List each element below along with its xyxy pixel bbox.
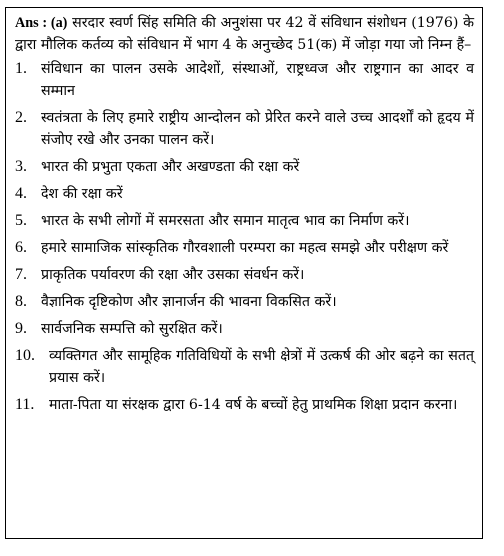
item-number: 3.: [15, 158, 27, 175]
item-text: संविधान का पालन उसके आदेशों, संस्थाओं, राष्ट्रध्वज और राष्ट्रगान का आदर व सम्मान: [41, 61, 474, 99]
list-item: [15, 58, 474, 102]
item-number: 6.: [15, 239, 27, 256]
list-item: [15, 345, 474, 389]
item-number: 10.: [15, 347, 35, 364]
list-item: [15, 394, 474, 416]
item-number: 11.: [15, 396, 35, 413]
answer-box: [5, 7, 483, 539]
item-number: 4.: [15, 185, 27, 202]
answer-intro-text: सरदार स्वर्ण सिंह समिति की अनुशंसा पर 42 वें संविधान संशोधन (1976) के द्वारा मौलिक कर्तव्य को संविधान में भाग 4 के अनुच्छेद 51(क) में जोड़ा गया जो निम्न हैं–: [15, 15, 474, 53]
list-item: [15, 183, 474, 205]
item-number: 8.: [15, 293, 27, 310]
answer-prefix: Ans : (a): [15, 15, 68, 31]
list-item: [15, 107, 474, 151]
item-number: 5.: [15, 212, 27, 229]
item-text: हमारे सामाजिक सांस्कृतिक गौरवशाली परम्परा का महत्व समझे और परीक्षण करें: [41, 240, 449, 256]
item-number: 1.: [15, 60, 27, 77]
list-item: [15, 291, 474, 313]
list-item: [15, 237, 474, 259]
list-item: [15, 318, 474, 340]
item-text: वैज्ञानिक दृष्टिकोण और ज्ञानार्जन की भावना विकसित करें।: [41, 294, 337, 310]
item-number: 9.: [15, 320, 27, 337]
answer-intro: [15, 12, 474, 56]
item-text: व्यक्तिगत और सामूहिक गतिविधियों के सभी क्षेत्रों में उत्कर्ष की ओर बढ़ने का सतत् प्रयास करें।: [49, 348, 474, 386]
fundamental-duties-list: [15, 58, 474, 416]
item-text: प्राकृतिक पर्यावरण की रक्षा और उसका संवर्धन करें।: [41, 267, 305, 283]
item-number: 7.: [15, 266, 27, 283]
item-text: देश की रक्षा करें: [41, 186, 123, 202]
item-text: भारत की प्रभुता एकता और अखण्डता की रक्षा करें: [41, 159, 300, 175]
list-item: [15, 156, 474, 178]
item-text: भारत के सभी लोगों में समरसता और समान मातृत्व भाव का निर्माण करें।: [41, 213, 410, 229]
item-text: सार्वजनिक सम्पत्ति को सुरक्षित करें।: [41, 321, 223, 337]
item-text: माता-पिता या संरक्षक द्वारा 6-14 वर्ष के बच्चों हेतु प्राथमिक शिक्षा प्रदान करना।: [49, 397, 458, 413]
item-text: स्वतंत्रता के लिए हमारे राष्ट्रीय आन्दोलन को प्रेरित करने वाले उच्च आदर्शों को हृदय में संजोए रखे और उनका पालन करें।: [41, 110, 474, 148]
item-number: 2.: [15, 109, 27, 126]
list-item: [15, 210, 474, 232]
list-item: [15, 264, 474, 286]
